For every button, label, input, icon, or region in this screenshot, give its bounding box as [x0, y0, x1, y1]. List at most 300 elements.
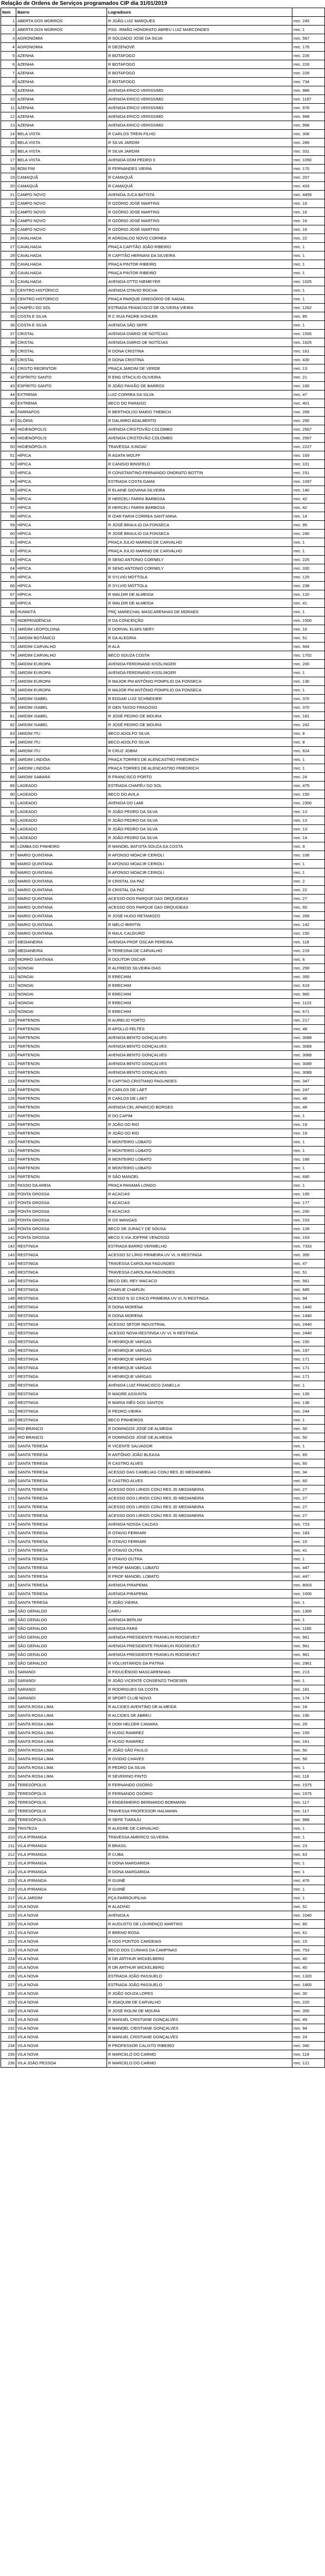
cell-logradouro: AVENIDA PRESIDENTE FRANKLIN ROOSEVELT — [107, 1642, 292, 1651]
cell-bairro: RESTINGA — [16, 1372, 107, 1381]
cell-item: 12 — [1, 112, 16, 121]
cell-item: 69 — [1, 608, 16, 616]
cell-bairro: VILA NOVA — [16, 1911, 107, 1920]
cell-logradouro: R SPORT CLUB NOVO — [107, 1694, 292, 1703]
table-row — [1, 868, 325, 877]
table-row — [1, 738, 325, 747]
cell-logradouro: R ALCIDES DE ABREU — [107, 1711, 292, 1720]
cell-logradouro: R JOAQUIM DE CARVALHO — [107, 1998, 292, 2007]
table-row — [1, 425, 325, 434]
cell-numero: mrc. 13 — [292, 808, 325, 816]
cell-logradouro: R CASTRO ALVES — [107, 1459, 292, 1468]
table-row — [1, 1060, 325, 1068]
cell-item: 97 — [1, 851, 16, 860]
cell-item: 24 — [1, 217, 16, 225]
table-row — [1, 251, 325, 260]
cell-numero: mrc. 80 — [292, 1920, 325, 1929]
cell-bairro: HIGIENÓPOLIS — [16, 443, 107, 451]
cell-bairro: VILA NOVA — [16, 1946, 107, 1955]
table-row — [1, 816, 325, 825]
table-row — [1, 191, 325, 199]
cell-logradouro: TRAVESSA CAROLINA FAGUNDES — [107, 1259, 292, 1268]
cell-numero: mrc. 135 — [292, 1390, 325, 1399]
cell-numero: mrc. 244 — [292, 1407, 325, 1416]
cell-item: 3 — [1, 34, 16, 43]
cell-logradouro: CHARLIE CHAPLIN — [107, 1286, 292, 1294]
cell-bairro: RESTINGA — [16, 1259, 107, 1268]
table-row — [1, 921, 325, 929]
table-row — [1, 52, 325, 60]
cell-bairro: RESTINGA — [16, 1242, 107, 1251]
table-row — [1, 1772, 325, 1781]
cell-numero: mrc. 330 — [292, 564, 325, 573]
cell-numero: mrc. 1050 — [292, 156, 325, 165]
cell-item: 126 — [1, 1103, 16, 1112]
table-row — [1, 243, 325, 251]
cell-logradouro: ESTRADA FRANCISCO DE OLIVEIRA VIEIRA — [107, 304, 292, 312]
cell-bairro: EXTREMA — [16, 391, 107, 399]
cell-numero: mrc. 6 — [292, 955, 325, 964]
table-row — [1, 1216, 325, 1225]
cell-bairro: LAGEADO — [16, 799, 107, 808]
cell-numero: mrc. 1 — [292, 1381, 325, 1390]
cell-bairro: PARTENON — [16, 1120, 107, 1129]
table-row — [1, 1259, 325, 1268]
table-row — [1, 651, 325, 660]
cell-bairro: CAVALHADA — [16, 260, 107, 269]
cell-numero: mrc. 1800 — [292, 1981, 325, 1989]
cell-numero: mrc. 4459 — [292, 191, 325, 199]
cell-numero: mrc. 150 — [292, 1338, 325, 1346]
cell-bairro: ESPÍRITO SANTO — [16, 373, 107, 382]
table-row — [1, 1068, 325, 1077]
cell-logradouro: R MONTEIRO LOBATO — [107, 1155, 292, 1164]
cell-numero: mrc. 961 — [292, 1633, 325, 1642]
cell-logradouro: ESTRADA BARRO VERMELHO — [107, 1242, 292, 1251]
cell-numero: mrc. 961 — [292, 1651, 325, 1659]
cell-logradouro: R APOLLO FELTES — [107, 1025, 292, 1034]
cell-logradouro: R CRISTAL DA PAZ — [107, 886, 292, 895]
cell-logradouro: R OVIDIO CHAVES — [107, 1755, 292, 1763]
cell-logradouro: R SENO ANTONIO CORNELY — [107, 564, 292, 573]
cell-item: 109 — [1, 955, 16, 964]
cell-logradouro: R TERESINA DE CARVALHO — [107, 947, 292, 955]
cell-numero: mrc. 3089 — [292, 1060, 325, 1068]
table-row — [1, 808, 325, 816]
cell-numero: mrc. 226 — [292, 69, 325, 78]
table-row — [1, 138, 325, 147]
table-row — [1, 1816, 325, 1824]
table-row — [1, 703, 325, 712]
cell-bairro: AGRONOMIA — [16, 34, 107, 43]
cell-numero: mrc. 226 — [292, 52, 325, 60]
cell-logradouro: R DEZENOVE — [107, 43, 292, 52]
cell-logradouro: R SYLVIO MOTTOLA — [107, 582, 292, 590]
cell-numero: mrc. 150 — [292, 790, 325, 799]
cell-numero: mrc. 8 — [292, 729, 325, 738]
cell-item: 235 — [1, 2050, 16, 2059]
cell-numero: mrc. 47 — [292, 391, 325, 399]
cell-logradouro: R C RUA PADRE KOHLER — [107, 312, 292, 321]
cell-logradouro: R DOS PONTOS CARDEAIS — [107, 1937, 292, 1946]
cell-bairro: SARANDI — [16, 1694, 107, 1703]
cell-item: 62 — [1, 547, 16, 556]
cell-logradouro: PRAÇA TORRES DE ALENCASTRO FRIEDRICH — [107, 764, 292, 773]
cell-bairro: TERESÓPOLIS — [16, 1798, 107, 1807]
cell-logradouro: R FIDUCÊNDIO MASCARENHAS — [107, 1668, 292, 1677]
table-row — [1, 1459, 325, 1468]
cell-logradouro: ACESSO DOS PARQUE DAS ORQUIDEAS — [107, 903, 292, 912]
cell-item: 204 — [1, 1781, 16, 1790]
table-row — [1, 912, 325, 921]
cell-logradouro: PRAÇA PINTOR RIBEIRO — [107, 269, 292, 278]
cell-logradouro: R DONA MORENA — [107, 1312, 292, 1320]
cell-item: 63 — [1, 556, 16, 564]
cell-numero: mrc. 1 — [292, 1868, 325, 1876]
cell-bairro: CAMPO NOVO — [16, 225, 107, 234]
cell-item: 76 — [1, 669, 16, 677]
cell-bairro: CAVALHADA — [16, 243, 107, 251]
cell-item: 181 — [1, 1581, 16, 1590]
cell-numero: mrc. 94 — [292, 1294, 325, 1303]
table-row — [1, 1903, 325, 1911]
cell-logradouro: R HUGO RAMIREZ — [107, 1729, 292, 1737]
cell-logradouro: AVENIDA BENTO GONÇALVES — [107, 1034, 292, 1042]
cell-logradouro: BECO PINHEIROS — [107, 1416, 292, 1425]
cell-bairro: MARIO QUINTANA — [16, 877, 107, 886]
cell-logradouro: R DA ALEGRIA — [107, 634, 292, 643]
cell-item: 101 — [1, 886, 16, 895]
cell-numero: mrc. 27 — [292, 1511, 325, 1520]
table-row — [1, 1199, 325, 1207]
cell-bairro: SANTA ROSA LIMA — [16, 1763, 107, 1772]
cell-item: 170 — [1, 1485, 16, 1494]
cell-bairro: VILA NOVA — [16, 1963, 107, 1972]
cell-numero: mrc. 60 — [292, 1459, 325, 1468]
cell-bairro: AZENHA — [16, 95, 107, 104]
cell-item: 222 — [1, 1937, 16, 1946]
cell-logradouro: R CAPITAO CRISTIANO FAGUNDES — [107, 1077, 292, 1086]
cell-logradouro: BECO ADOLFO SILVA — [107, 738, 292, 747]
cell-numero: mrc. 181 — [292, 712, 325, 721]
cell-logradouro: R DOUTOR OSCAR — [107, 955, 292, 964]
cell-numero: mrc. 160 — [292, 382, 325, 391]
cell-bairro: AZENHA — [16, 121, 107, 130]
cell-numero: mrc. 117 — [292, 1798, 325, 1807]
cell-logradouro: TRAVESSA AMERICO SILVEIRA — [107, 1833, 292, 1842]
cell-numero: mrc. 475 — [292, 782, 325, 790]
table-row — [1, 1286, 325, 1294]
cell-bairro: VILA NOVA — [16, 1920, 107, 1929]
cell-item: 179 — [1, 1564, 16, 1572]
table-row — [1, 999, 325, 1007]
cell-bairro: TRISTEZA — [16, 1824, 107, 1833]
cell-item: 231 — [1, 2016, 16, 2024]
cell-numero: mrc. 1702 — [292, 651, 325, 660]
cell-numero: mrc. 19 — [292, 1129, 325, 1138]
table-row — [1, 1242, 325, 1251]
cell-numero: mrc. 1440 — [292, 1312, 325, 1320]
cell-logradouro: R DONA MORENA — [107, 1303, 292, 1312]
cell-logradouro: AVENIDA SÃO SEPE — [107, 321, 292, 330]
cell-bairro: HÍPICA — [16, 582, 107, 590]
cell-item: 71 — [1, 625, 16, 634]
cell-numero: mrc. 181 — [292, 1685, 325, 1694]
cell-bairro: SANTA TERESA — [16, 1581, 107, 1590]
cell-logradouro: PRAÇA JULIO MARINO DE CARVALHO — [107, 538, 292, 547]
cell-bairro: RIO BRANCO — [16, 1433, 107, 1442]
table-row — [1, 1894, 325, 1903]
cell-bairro: MARIO QUINTANA — [16, 868, 107, 877]
cell-logradouro: R SÃO MANOEL — [107, 1173, 292, 1181]
table-row — [1, 599, 325, 608]
cell-bairro: JARDIM EUROPA — [16, 660, 107, 669]
cell-bairro: RESTINGA — [16, 1399, 107, 1407]
cell-bairro: HÍPICA — [16, 521, 107, 530]
table-row — [1, 278, 325, 286]
cell-item: 226 — [1, 1972, 16, 1981]
cell-logradouro: R ERECHIM — [107, 999, 292, 1007]
cell-logradouro: R BOTAFOGO — [107, 69, 292, 78]
cell-logradouro: AVENIDA ERICO VERISSIMO — [107, 121, 292, 130]
table-row — [1, 1381, 325, 1390]
table-row — [1, 1025, 325, 1034]
cell-numero: mrc. 183 — [292, 1529, 325, 1538]
cell-bairro: SANTA ROSA LIMA — [16, 1729, 107, 1737]
cell-numero: mrc. 14 — [292, 512, 325, 521]
table-row — [1, 790, 325, 799]
cell-logradouro: R EDGAR LUIZ SCHNEIDER — [107, 695, 292, 703]
cell-bairro: SANTA TERESA — [16, 1590, 107, 1598]
cell-bairro: AZENHA — [16, 104, 107, 112]
cell-logradouro: R JOÃO SÃO PAULO — [107, 1746, 292, 1755]
cell-bairro: RESTINGA — [16, 1346, 107, 1355]
cell-logradouro: TRAVESSA PROFESSOR HALMANN — [107, 1807, 292, 1816]
cell-item: 1 — [1, 17, 16, 26]
cell-item: 215 — [1, 1876, 16, 1885]
cell-logradouro: R OZÓRIO JOSÉ MARTINS — [107, 208, 292, 217]
cell-numero: mrc. 130 — [292, 677, 325, 686]
table-row — [1, 1155, 325, 1164]
cell-logradouro: R ERECHIM — [107, 973, 292, 981]
cell-numero: mrc. 61 — [292, 1929, 325, 1937]
cell-bairro: VILA IPIRANGA — [16, 1842, 107, 1850]
cell-item: 193 — [1, 1685, 16, 1694]
cell-logradouro: R MANUEL CRISTIANE GONÇALVES — [107, 2016, 292, 2024]
cell-logradouro: R OS MANGAS — [107, 1216, 292, 1225]
table-row — [1, 1859, 325, 1868]
cell-numero: mrc. 1440 — [292, 1303, 325, 1312]
cell-numero: mrc. 1167 — [292, 95, 325, 104]
cell-bairro: CRISTAL — [16, 347, 107, 356]
table-row — [1, 1416, 325, 1425]
cell-bairro: AZENHA — [16, 69, 107, 78]
cell-bairro: HÍPICA — [16, 590, 107, 599]
cell-logradouro: R VOLUNTÁRIOS DA PÁTRIA — [107, 1659, 292, 1668]
column-header-bairro: Bairro — [16, 8, 107, 17]
table-row — [1, 1129, 325, 1138]
cell-logradouro: ESTRADA JOÃO PASSUELO — [107, 1981, 292, 1989]
cell-item: 29 — [1, 260, 16, 269]
cell-item: 148 — [1, 1294, 16, 1303]
table-row — [1, 1911, 325, 1920]
table-row — [1, 1233, 325, 1242]
cell-item: 11 — [1, 104, 16, 112]
table-row — [1, 929, 325, 938]
cell-item: 160 — [1, 1399, 16, 1407]
table-row — [1, 1729, 325, 1737]
cell-item: 187 — [1, 1633, 16, 1642]
cell-bairro: RESTINGA — [16, 1355, 107, 1364]
cell-numero: mrc. 1575 — [292, 1781, 325, 1790]
cell-logradouro: PRAÇA JARDIM DE VERDE — [107, 364, 292, 373]
cell-item: 73 — [1, 643, 16, 651]
table-row — [1, 60, 325, 69]
cell-item: 117 — [1, 1025, 16, 1034]
cell-numero: mrc. 171 — [292, 1355, 325, 1364]
table-row — [1, 330, 325, 338]
table-row — [1, 1034, 325, 1042]
cell-numero: mrc. 753 — [292, 1946, 325, 1955]
cell-item: 19 — [1, 173, 16, 182]
cell-bairro: RESTINGA — [16, 1390, 107, 1399]
table-row — [1, 1120, 325, 1129]
cell-numero: mrc. 1 — [292, 755, 325, 764]
cell-bairro: SÃO GERALDO — [16, 1624, 107, 1633]
cell-numero: mrc. 13 — [292, 816, 325, 825]
table-row — [1, 625, 325, 634]
cell-item: 186 — [1, 1624, 16, 1633]
cell-numero: mrc. 200 — [292, 1207, 325, 1216]
cell-numero: mrc. 1 — [292, 251, 325, 260]
table-row — [1, 104, 325, 112]
cell-bairro: HÍPICA — [16, 451, 107, 460]
table-row — [1, 78, 325, 86]
cell-bairro: VILA IPIRANGA — [16, 1859, 107, 1868]
cell-logradouro: R MANUEL CRISTIANE GONÇALVES — [107, 2033, 292, 2042]
cell-bairro: JARDIM ISABEL — [16, 695, 107, 703]
table-row — [1, 1207, 325, 1216]
cell-numero: mrc. 561 — [292, 1277, 325, 1286]
table-row — [1, 1685, 325, 1694]
cell-numero: mrc. 1 — [292, 1824, 325, 1833]
cell-logradouro: R BOTAFOGO — [107, 52, 292, 60]
cell-bairro: CAMPO NOVO — [16, 191, 107, 199]
cell-logradouro: R SILVA JARDIM — [107, 138, 292, 147]
cell-item: 116 — [1, 1016, 16, 1025]
cell-item: 56 — [1, 495, 16, 503]
cell-numero: mrc. 370 — [292, 695, 325, 703]
table-row — [1, 295, 325, 304]
cell-item: 70 — [1, 616, 16, 625]
table-row — [1, 1989, 325, 1998]
cell-item: 96 — [1, 842, 16, 851]
cell-logradouro: R HENRIQUE VARGAS — [107, 1364, 292, 1372]
cell-logradouro: R GUINÉ — [107, 1876, 292, 1885]
cell-bairro: BOM FIM — [16, 165, 107, 173]
cell-numero: mrc. 155 — [292, 1729, 325, 1737]
cell-item: 125 — [1, 1094, 16, 1103]
cell-numero: mrc. 1 — [292, 1112, 325, 1120]
cell-numero: mrc. 1 — [292, 764, 325, 773]
cell-bairro: SANTA TERESA — [16, 1598, 107, 1607]
table-row — [1, 1399, 325, 1407]
cell-bairro: SÃO GERALDO — [16, 1651, 107, 1659]
cell-logradouro: AVENIDA PROF OSCAR PEREIRA — [107, 938, 292, 947]
table-row — [1, 469, 325, 477]
cell-logradouro: R JOÃO DO RIO — [107, 1120, 292, 1129]
cell-logradouro: TRAVESSA CAROLINA FAGUNDES — [107, 1268, 292, 1277]
cell-item: 66 — [1, 582, 16, 590]
cell-logradouro: R DA CONCEIÇÃO — [107, 616, 292, 625]
table-row — [1, 147, 325, 156]
cell-item: 198 — [1, 1729, 16, 1737]
cell-bairro: JARDIM ISABEL — [16, 721, 107, 729]
cell-item: 218 — [1, 1903, 16, 1911]
cell-numero: mrc. 60 — [292, 1477, 325, 1485]
cell-numero: mrc. 2961 — [292, 1659, 325, 1668]
cell-numero: mrc. 1 — [292, 1833, 325, 1842]
cell-item: 191 — [1, 1668, 16, 1677]
cell-item: 137 — [1, 1199, 16, 1207]
table-row — [1, 512, 325, 521]
cell-numero: mrc. 197 — [292, 1346, 325, 1355]
table-row — [1, 973, 325, 981]
cell-bairro: PASSO DA AREIA — [16, 1181, 107, 1190]
cell-item: 211 — [1, 1842, 16, 1850]
cell-item: 141 — [1, 1233, 16, 1242]
table-row — [1, 1711, 325, 1720]
cell-numero: mrc. 242 — [292, 721, 325, 729]
table-row — [1, 260, 325, 269]
cell-numero: mrc. 240 — [292, 530, 325, 538]
cell-logradouro: R ANTÔNIO JOÃO BLEASA — [107, 1451, 292, 1459]
cell-logradouro: R JOSÉ PEDRO DE MOURA — [107, 721, 292, 729]
cell-logradouro: R OTAVIO OUTRA — [107, 1546, 292, 1555]
cell-logradouro: R DONA CRISTINA — [107, 347, 292, 356]
cell-bairro: MARIO QUINTANA — [16, 886, 107, 895]
cell-item: 84 — [1, 738, 16, 747]
cell-logradouro: BECO DEL REY MACACO — [107, 1277, 292, 1286]
cell-item: 133 — [1, 1164, 16, 1173]
table-row — [1, 1312, 325, 1320]
cell-logradouro: R CARLOS DE LAET — [107, 1094, 292, 1103]
table-row — [1, 608, 325, 616]
cell-logradouro: R ALCIDES AVENTINO DE ALMEIDA — [107, 1703, 292, 1711]
cell-logradouro: R CARLOS DE LAET — [107, 1086, 292, 1094]
cell-bairro: MARIO QUINTANA — [16, 929, 107, 938]
cell-logradouro: R ENG OTACILIO OLIVEIRA — [107, 373, 292, 382]
cell-logradouro: R GEN TASSO FRAGOSO — [107, 703, 292, 712]
table-row — [1, 782, 325, 790]
cell-item: 166 — [1, 1451, 16, 1459]
cell-item: 106 — [1, 929, 16, 938]
cell-bairro: RESTINGA — [16, 1286, 107, 1294]
cell-bairro: ABERTA DOS MORROS — [16, 17, 107, 26]
cell-logradouro: AVENIDA LUIZ FRANCISCO ZANELLA — [107, 1381, 292, 1390]
cell-logradouro: R FERNANDES VIEIRA — [107, 165, 292, 173]
table-row — [1, 677, 325, 686]
table-row — [1, 460, 325, 469]
cell-logradouro: R MADRE ASSUNTA — [107, 1390, 292, 1399]
cell-item: 93 — [1, 816, 16, 825]
table-row — [1, 1633, 325, 1642]
table-row — [1, 1477, 325, 1485]
cell-numero: mrc. 225 — [292, 556, 325, 564]
cell-item: 185 — [1, 1616, 16, 1624]
cell-item: 124 — [1, 1086, 16, 1094]
cell-item: 45 — [1, 399, 16, 408]
